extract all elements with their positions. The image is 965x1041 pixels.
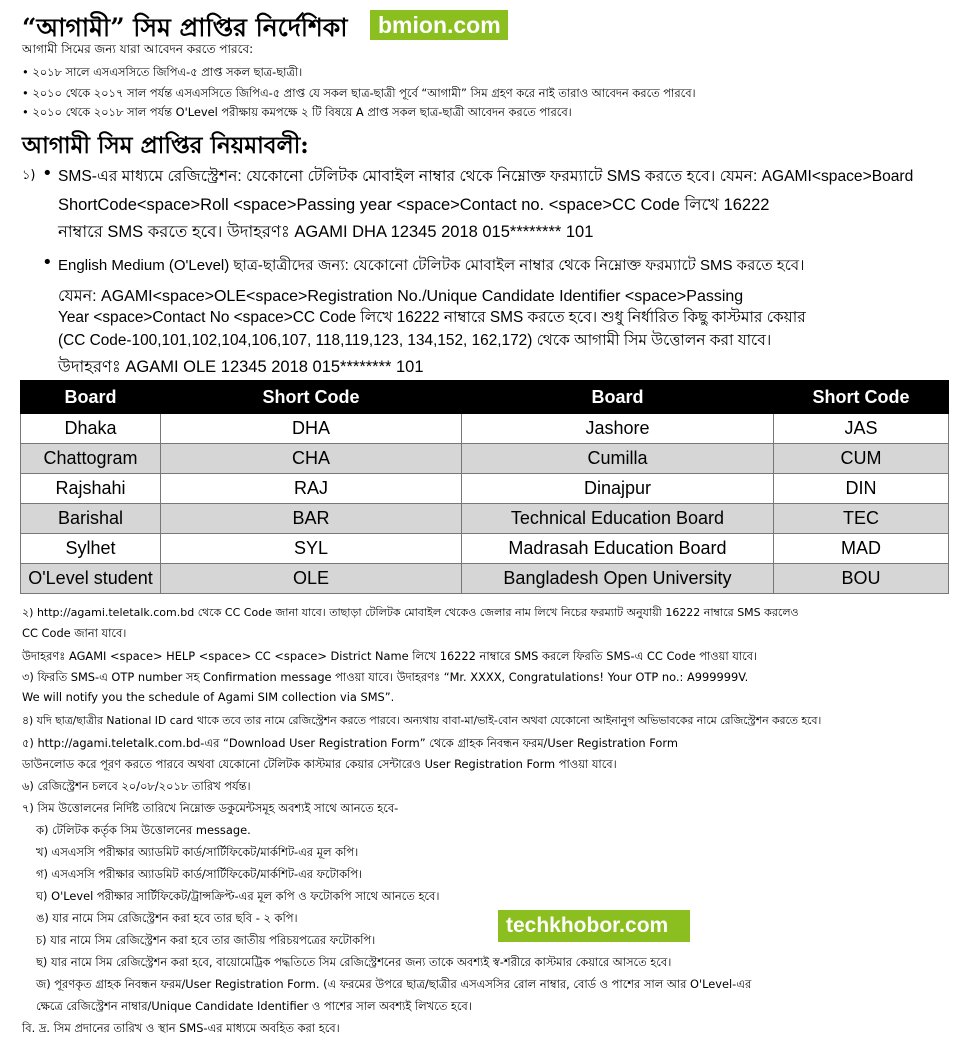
rule-line: CC Code জানা যাবে। [22, 626, 127, 640]
board-code-table [20, 380, 949, 594]
sms-line: SMS-এর মাধ্যমে রেজিস্ট্রেশন: যেকোনো টেলিটক মোবাইল নাম্বার থেকে নিম্নোক্ত ফরম্যাটে SMS করতে হবে। যেমন: AGAMI<space>Board [58, 168, 914, 185]
header-board: Board [462, 381, 774, 414]
board-cell: Chattogram [21, 444, 161, 474]
code-cell: JAS [774, 414, 949, 444]
rule-number: ১) [22, 168, 36, 183]
board-cell: Dhaka [21, 414, 161, 444]
em-line: যেমন: AGAMI<space>OLE<space>Registration No./Unique Candidate Identifier <space>Passing [58, 288, 744, 305]
eligible-item: • ২০১০ থেকে ২০১৭ সাল পর্যন্ত এসএসসিতে জিপিএ-৫ প্রাপ্ত যে সকল ছাত্র-ছাত্রী পূর্বে “আগামী” সিম গ্রহণ করে নাই তারাও আবেদন করতে পারবে। [22, 86, 696, 100]
footnote: বি. দ্র. সিম প্রদানের তারিখ ও স্থান SMS-এর মাধ্যমে অবহিত করা হবে। [22, 1021, 340, 1035]
code-cell: TEC [774, 504, 949, 534]
rule-line: ডাউনলোড করে পূরণ করতে পারবে অথবা যেকোনো টেলিটক কাস্টমার কেয়ার সেন্টারেও User Registration Form পাওয়া যাবে। [22, 757, 617, 771]
document-item: ক্ষেত্রে রেজিস্ট্রেশন নাম্বার/Unique Candidate Identifier ও পাশের সাল অবশ্যই লিখতে হবে। [36, 999, 472, 1013]
bullet: • [42, 252, 53, 273]
table-row [21, 474, 949, 504]
document-item: ঙ) যার নামে সিম রেজিস্ট্রেশন করা হবে তার ছবি - ২ কপি। [36, 911, 298, 925]
table-header-row [21, 381, 949, 414]
sms-line: ShortCode<space>Roll <space>Passing year <space>Contact no. <space>CC Code লিখে 16222 [58, 196, 770, 214]
code-cell: CHA [161, 444, 462, 474]
board-cell: Rajshahi [21, 474, 161, 504]
page-title: “আগামী” সিম প্রাপ্তির নির্দেশিকা [22, 13, 348, 42]
document-item: গ) এসএসসি পরীক্ষার অ্যাডমিট কার্ড/সার্টিফিকেট/মার্কশিট-এর ফটোকপি। [36, 867, 363, 881]
code-cell: SYL [161, 534, 462, 564]
header-short-code: Short Code [161, 381, 462, 414]
document-item: খ) এসএসসি পরীক্ষার অ্যাডমিট কার্ড/সার্টিফিকেট/মার্কশিট-এর মূল কপি। [36, 845, 359, 859]
bullet: • [42, 163, 53, 184]
table-row [21, 444, 949, 474]
rule-line: ৩) ফিরতি SMS-এ OTP number সহ Confirmation message পাওয়া যাবে। উদাহরণঃ “Mr. XXXX, Congratulations! Your OTP no.: A999999V. [22, 670, 749, 684]
header-board: Board [21, 381, 161, 414]
code-cell: DHA [161, 414, 462, 444]
board-cell: Barishal [21, 504, 161, 534]
document-item: চ) যার নামে সিম রেজিস্ট্রেশন করা হবে তার জাতীয় পরিচয়পত্রের ফটোকপি। [36, 933, 376, 947]
eligible-item: • ২০১৮ সালে এসএসসিতে জিপিএ-৫ প্রাপ্ত সকল ছাত্র-ছাত্রী। [22, 65, 303, 79]
code-cell: CUM [774, 444, 949, 474]
em-line: Year <space>Contact No <space>CC Code লিখে 16222 নাম্বারে SMS করতে হবে। শুধু নির্ধারিত কিছু কাস্টমার কেয়ার [58, 309, 806, 326]
board-cell: Jashore [462, 414, 774, 444]
rule-line: We will notify you the schedule of Agami SIM collection via SMS”. [22, 690, 395, 704]
rule-line: উদাহরণঃ AGAMI <space> HELP <space> CC <space> District Name লিখে 16222 নাম্বারে SMS করলে ফিরতি SMS-এ CC Code পাওয়া যাবে। [22, 649, 758, 663]
watermark-bottom: techkhobor.com [498, 910, 690, 942]
english-medium-line: English Medium (O'Level) ছাত্র-ছাত্রীদের জন্য: যেকোনো টেলিটক মোবাইল নাম্বার থেকে নিম্নোক্ত ফরম্যাটে SMS করতে হবে। [58, 257, 805, 274]
rule-line: ৬) রেজিস্ট্রেশন চলবে ২০/০৮/২০১৮ তারিখ পর্যন্ত। [22, 779, 251, 793]
code-cell: DIN [774, 474, 949, 504]
eligible-heading: আগামী সিমের জন্য যারা আবেদন করতে পারবে: [22, 42, 254, 56]
board-cell: Technical Education Board [462, 504, 774, 534]
code-cell: MAD [774, 534, 949, 564]
eligible-item-text: ২০১০ থেকে ২০১৭ সাল পর্যন্ত এসএসসিতে জিপিএ-৫ প্রাপ্ত যে সকল ছাত্র-ছাত্রী পূর্বে “আগামী” সিম গ্রহণ করে নাই তারাও আবেদন করতে পারবে। [32, 86, 696, 100]
sms-line: নাম্বারে SMS করতে হবে। উদাহরণঃ AGAMI DHA 12345 2018 015******** 101 [58, 223, 594, 241]
board-cell: Sylhet [21, 534, 161, 564]
eligible-item-text: ২০১৮ সালে এসএসসিতে জিপিএ-৫ প্রাপ্ত সকল ছাত্র-ছাত্রী। [32, 65, 303, 79]
code-cell: BOU [774, 564, 949, 594]
code-cell: OLE [161, 564, 462, 594]
board-cell: Cumilla [462, 444, 774, 474]
document-item: ছ) যার নামে সিম রেজিস্ট্রেশন করা হবে, বায়োমেট্রিক পদ্ধতিতে সিম রেজিস্ট্রেশনের জন্য তাকে অবশ্যই স্ব-শরীরে কাস্টমার কেয়ারে আসতে হবে। [36, 955, 672, 969]
rule-line: ৭) সিম উত্তোলনের নির্দিষ্ট তারিখে নিম্নোক্ত ডকুমেন্টসমূহ অবশ্যই সাথে আনতে হবে- [22, 801, 399, 815]
em-line: উদাহরণঃ AGAMI OLE 12345 2018 015******** 101 [58, 358, 424, 376]
board-cell: Bangladesh Open University [462, 564, 774, 594]
table-row [21, 504, 949, 534]
eligible-item-text: ২০১০ থেকে ২০১৮ সাল পর্যন্ত O'Level পরীক্ষায় কমপক্ষে ২ টি বিষয়ে A প্রাপ্ত সকল ছাত্র-ছাত্রী আবেদন করতে পারবে। [32, 105, 572, 119]
code-cell: BAR [161, 504, 462, 534]
document-item: জ) পূরণকৃত গ্রাহক নিবন্ধন ফরম/User Registration Form. (এ ফরমের উপরে ছাত্র/ছাত্রীর এসএসসির রোল নাম্বার, বোর্ড ও পাশের সাল আর O'Level-এর [36, 977, 752, 991]
code-cell: RAJ [161, 474, 462, 504]
em-line: (CC Code-100,101,102,104,106,107, 118,119,123, 134,152, 162,172) থেকে আগামী সিম উত্তোলন করা যাবে। [58, 332, 772, 349]
document-item: ক) টেলিটক কর্তৃক সিম উত্তোলনের message. [36, 823, 251, 837]
table-row [21, 534, 949, 564]
board-cell: Dinajpur [462, 474, 774, 504]
eligible-item: • ২০১০ থেকে ২০১৮ সাল পর্যন্ত O'Level পরীক্ষায় কমপক্ষে ২ টি বিষয়ে A প্রাপ্ত সকল ছাত্র-ছাত্রী আবেদন করতে পারবে। [22, 105, 572, 119]
document-item: ঘ) O'Level পরীক্ষার সার্টিফিকেট/ট্রান্সক্রিপ্ট-এর মূল কপি ও ফটোকপি সাথে আনতে হবে। [36, 889, 440, 903]
header-short-code: Short Code [774, 381, 949, 414]
rule-line: ৫) http://agami.teletalk.com.bd-এর “Download User Registration Form” থেকে গ্রাহক নিবন্ধন ফরম/User Registration Form [22, 736, 678, 750]
watermark-top: bmion.com [370, 10, 508, 40]
board-cell: Madrasah Education Board [462, 534, 774, 564]
table-row [21, 414, 949, 444]
table-row [21, 564, 949, 594]
board-cell: O'Level student [21, 564, 161, 594]
rule-line: ২) http://agami.teletalk.com.bd থেকে CC Code জানা যাবে। তাছাড়া টেলিটক মোবাইল থেকেও জেলার নাম লিখে নিচের ফরম্যাট অনুযায়ী 16222 নাম্বারে SMS করলেও [22, 606, 799, 619]
rules-title: আগামী সিম প্রাপ্তির নিয়মাবলী: [22, 132, 309, 159]
rule-line: ৪) যদি ছাত্র/ছাত্রীর National ID card থাকে তবে তার নামে রেজিস্ট্রেশন করতে পারবে। অন্যথায় বাবা-মা/ভাই-বোন অথবা যেকোনো আইনানুগ অভিভাবকের নামে রেজিস্ট্রেশন করতে হবে। [22, 714, 822, 727]
